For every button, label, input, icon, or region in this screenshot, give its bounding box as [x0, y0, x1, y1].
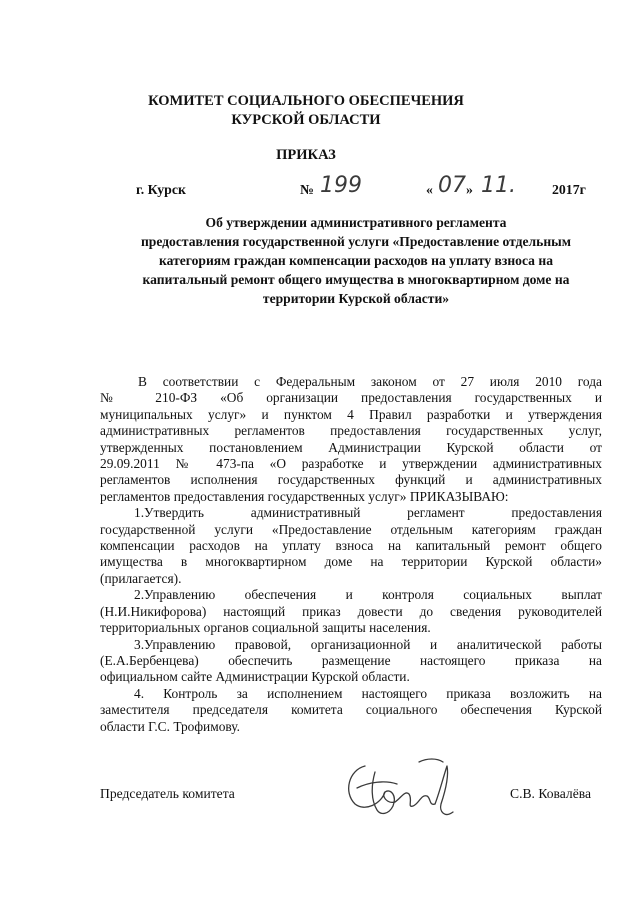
number-label: №: [300, 182, 314, 197]
org-name-line2: КУРСКОЙ ОБЛАСТИ: [231, 112, 381, 128]
text-line: территориальных органов социальной защиты населения.: [100, 620, 431, 636]
text-line: (прилагается).: [100, 570, 182, 586]
order-item-3: [100, 637, 602, 686]
text-line: (Е.А.Бербенцева) обеспечить размещение настоящего приказа на: [100, 652, 602, 668]
date-close-quote: »: [466, 182, 473, 197]
title-line: территории Курской области»: [262, 291, 450, 306]
document-title: [100, 213, 612, 308]
signatory-name: С.В. Ковалёва: [510, 786, 591, 801]
order-item-1: [100, 505, 602, 587]
text-line: государственной услуги «Предоставление отдельным категориям граждан: [100, 521, 602, 537]
text-line: (Н.И.Никифорова) настоящий приказ довести до сведения руководителей: [100, 603, 602, 619]
text-line: утвержденных постановлением Администрации Курской области от: [100, 439, 602, 455]
text-line: административных регламентов предоставления государственных услуг,: [100, 423, 602, 439]
text-line: В соответствии с Федеральным законом от 27 июля 2010 года: [138, 374, 602, 389]
document-body: [100, 374, 602, 735]
date-day-handwritten: 07: [438, 173, 466, 198]
date-month-handwritten: 11.: [481, 173, 516, 198]
order-item-4: [100, 686, 602, 735]
text-line: области Г.С. Трофимову.: [100, 718, 240, 734]
text-line: регламентов исполнения государственных функций и административных: [100, 472, 602, 488]
handwritten-signature: [335, 748, 470, 828]
signatory-title: Председатель комитета: [100, 786, 235, 801]
text-line: заместителя председателя комитета социального обеспечения Курской: [100, 702, 602, 718]
text-line: компенсации расходов на уплату взноса на капитальный ремонт общего: [100, 538, 602, 554]
text-line: № 210-ФЗ «Об организации предоставления государственных и: [100, 390, 602, 406]
title-line: предоставления государственной услуги «Предоставление отдельным: [140, 234, 572, 249]
order-item-2: [100, 587, 602, 636]
text-line: 2.Управлению обеспечения и контроля социальных выплат: [134, 587, 602, 603]
text-line: 29.09.2011 № 473-па «О разработке и утверждении административных: [100, 456, 602, 472]
title-line: капитальный ремонт общего имущества в многоквартирном доме на: [142, 272, 570, 287]
text-line: 1.Утвердить административный регламент предоставления: [134, 505, 602, 521]
number-value-handwritten: 199: [320, 173, 362, 198]
date-year: 2017г: [552, 182, 586, 197]
org-name-line1: КОМИТЕТ СОЦИАЛЬНОГО ОБЕСПЕЧЕНИЯ: [148, 93, 464, 109]
title-line: Об утверждении административного регламента: [205, 215, 507, 230]
text-line: муниципальных услуг» и пунктом 4 Правил разработки и утверждения: [100, 406, 602, 422]
city: г. Курск: [136, 182, 186, 197]
document-type: ПРИКАЗ: [276, 147, 336, 163]
text-line: официальном сайте Администрации Курской области.: [100, 669, 410, 685]
title-line: категориям граждан компенсации расходов на уплату взноса на: [159, 253, 553, 268]
text-line: имущества в многоквартирном доме на территории Курской области»: [100, 554, 602, 570]
preamble-paragraph: [100, 374, 602, 505]
text-line: 4. Контроль за исполнением настоящего приказа возложить на: [134, 685, 602, 701]
text-line: регламентов предоставления государственных услуг» ПРИКАЗЫВАЮ:: [100, 488, 509, 504]
date-open-quote: «: [426, 182, 433, 197]
text-line: 3.Управлению правовой, организационной и аналитической работы: [134, 636, 602, 652]
